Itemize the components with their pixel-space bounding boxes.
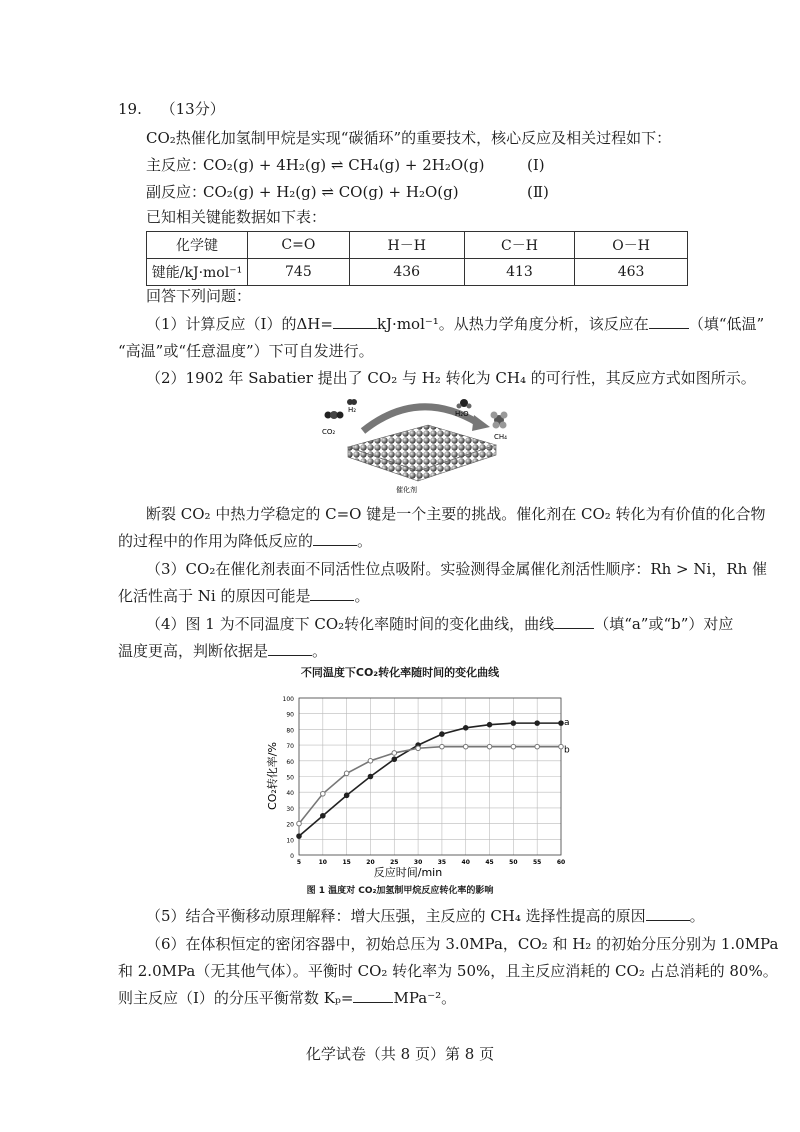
series-b-point: [321, 791, 326, 796]
q1-line1: [146, 314, 764, 334]
q1-text-a: （1）计算反应（I）的ΔH=: [146, 315, 333, 333]
y-tick-label: 0: [290, 853, 294, 860]
q3-line1: （3）CO₂在催化剂表面不同活性位点吸附。实验测得金属催化剂活性顺序：Rh > Ni，Rh 催: [146, 560, 768, 578]
table-cell: H－H: [349, 232, 464, 259]
chart-grid: [299, 698, 561, 855]
q4-text-end: 。: [312, 642, 328, 660]
y-tick-label: 70: [286, 743, 294, 751]
answer-blank[interactable]: [353, 988, 393, 1003]
h2o-label: H₂O: [455, 410, 469, 418]
co2-label: CO₂: [322, 428, 336, 436]
y-tick-label: 90: [286, 711, 294, 719]
table-cell: O－H: [575, 232, 688, 259]
series-a-point: [487, 722, 492, 727]
x-tick-label: 40: [461, 859, 470, 866]
table-cell: 463: [575, 259, 688, 286]
q3-text-b: 化活性高于 Ni 的原因可能是: [118, 587, 311, 605]
table-cell: C－H: [464, 232, 575, 259]
series-b-point: [344, 771, 349, 776]
table-cell: 413: [464, 259, 575, 286]
table-cell: 436: [349, 259, 464, 286]
series-a-point: [511, 721, 516, 726]
table-cell: C=O: [248, 232, 350, 259]
series-a-point: [297, 834, 302, 839]
x-tick-label: 45: [485, 859, 494, 866]
q6-text-c: 则主反应（I）的分压平衡常数 Kₚ=: [118, 989, 354, 1007]
h2o-molecule-icon: [457, 399, 472, 409]
answer-blank[interactable]: [649, 314, 689, 329]
table-cell: 745: [248, 259, 350, 286]
series-b-point: [297, 821, 302, 826]
answer-blank[interactable]: [313, 531, 357, 546]
series-a-point: [440, 732, 445, 737]
q2-line3: [118, 531, 372, 551]
question-header: [118, 99, 225, 119]
q5-text-end: 。: [689, 907, 705, 925]
main-reaction-equation: CO₂(g) + 4H₂(g) ⇌ CH₄(g) + 2H₂O(g): [203, 156, 485, 174]
series-b-point: [368, 759, 373, 764]
catalyst-figure: [318, 395, 518, 495]
q1-text-c: （填“低温”: [688, 315, 765, 333]
q3-line2: [118, 586, 369, 606]
series-a-point: [368, 774, 373, 779]
question-intro: CO₂热催化加氢制甲烷是实现“碳循环”的重要技术，核心反应及相关过程如下：: [146, 129, 672, 147]
series-a-point: [535, 721, 540, 726]
q4-line1: [146, 614, 733, 634]
chart-series: [297, 718, 570, 838]
x-tick-label: 30: [413, 859, 423, 866]
series-b-point: [535, 744, 540, 749]
series-b-line: [299, 747, 561, 824]
co2-molecule-icon: [325, 411, 344, 419]
x-tick-label: 20: [366, 859, 375, 866]
conversion-chart: [258, 690, 578, 882]
answer-blank[interactable]: [646, 906, 690, 921]
q2-line1: （2）1902 年 Sabatier 提出了 CO₂ 与 H₂ 转化为 CH₄ 的可行性，其反应方式如图所示。: [146, 369, 756, 387]
q2-line2: 断裂 CO₂ 中热力学稳定的 C=O 键是一个主要的挑战。催化剂在 CO₂ 转化为有价值的化合物: [146, 505, 766, 523]
side-reaction-tag: (Ⅱ): [527, 183, 549, 201]
table-cell: 键能/kJ·mol⁻¹: [147, 259, 248, 286]
y-tick-label: 80: [286, 727, 294, 735]
series-a-label: a: [564, 718, 570, 729]
answer-blank[interactable]: [268, 641, 312, 656]
h2-molecule-icon: [347, 399, 357, 405]
bond-energy-table: [146, 231, 688, 286]
x-ticks: [297, 859, 565, 866]
q2-text-end: 。: [357, 532, 373, 550]
q1-text-b: kJ·mol⁻¹。从热力学角度分析，该反应在: [376, 315, 649, 333]
series-b-point: [392, 751, 397, 756]
table-intro: 已知相关键能数据如下表：: [146, 208, 327, 226]
ch4-molecule-icon: [491, 412, 508, 429]
q5-line1: [146, 906, 705, 926]
table-cell: 化学键: [147, 232, 248, 259]
q6-line2: 和 2.0MPa（无其他气体）。平衡时 CO₂ 转化率为 50%，且主反应消耗的 CO₂ 占总消耗的 80%。: [118, 962, 778, 980]
answer-blank[interactable]: [333, 314, 377, 329]
side-reaction-equation: CO₂(g) + H₂(g) ⇌ CO(g) + H₂O(g): [203, 183, 459, 201]
x-axis-label: 反应时间/min: [373, 866, 443, 879]
x-tick-label: 60: [556, 859, 566, 866]
answer-blank[interactable]: [554, 614, 594, 629]
series-b-point: [463, 744, 468, 749]
series-b-point: [559, 744, 564, 749]
table-row: [147, 259, 688, 286]
q6-line1: （6）在体积恒定的密闭容器中，初始总压为 3.0MPa，CO₂ 和 H₂ 的初始分压分别为 1.0MPa: [146, 935, 779, 953]
q4-text-b: 温度更高，判断依据是: [118, 642, 269, 660]
x-tick-label: 55: [533, 859, 542, 866]
main-reaction-tag: (Ⅰ): [527, 156, 545, 174]
x-tick-label: 15: [342, 859, 351, 866]
y-ticks: [283, 696, 295, 860]
answer-blank[interactable]: [310, 586, 354, 601]
q3-text-end: 。: [354, 587, 370, 605]
q1-line2: “高温”或“任意温度”）下可自发进行。: [118, 342, 374, 360]
y-tick-label: 60: [286, 758, 294, 766]
q4-text-a: （4）图 1 为不同温度下 CO₂转化率随时间的变化曲线，曲线: [146, 615, 555, 633]
answer-prompt: 回答下列问题：: [146, 287, 252, 305]
y-tick-label: 10: [286, 837, 294, 845]
series-a-point: [559, 721, 564, 726]
main-reaction-label: 主反应：: [146, 156, 207, 174]
page-footer: 化学试卷（共 8 页）第 8 页: [305, 1045, 495, 1063]
series-b-point: [440, 744, 445, 749]
series-b-point: [511, 744, 516, 749]
series-a-point: [344, 793, 349, 798]
series-a-point: [463, 726, 468, 731]
x-tick-label: 50: [509, 859, 518, 866]
q5-text-a: （5）结合平衡移动原理解释：增大压强，主反应的 CH₄ 选择性提高的原因: [146, 907, 646, 925]
question-points: （13分）: [160, 100, 225, 118]
catalyst-label: 催化剂: [396, 486, 417, 494]
y-tick-label: 30: [286, 805, 294, 813]
y-tick-label: 40: [286, 790, 294, 798]
ch4-label: CH₄: [494, 433, 507, 441]
arrow-head-icon: [472, 415, 490, 431]
series-b-point: [416, 746, 421, 751]
q2-text-c: 的过程中的作用为降低反应的: [118, 532, 314, 550]
y-axis-label: CO₂转化率/%: [266, 742, 279, 810]
series-a-point: [392, 757, 397, 762]
x-tick-label: 10: [318, 859, 327, 866]
question-number: 19.: [118, 100, 142, 118]
x-tick-label: 25: [390, 859, 399, 866]
q6-text-end: MPa⁻²。: [393, 989, 457, 1007]
chart-title: 不同温度下CO₂转化率随时间的变化曲线: [300, 666, 500, 679]
table-row: [147, 232, 688, 259]
y-tick-label: 50: [286, 774, 294, 782]
series-b-label: b: [564, 745, 570, 756]
series-a-point: [321, 813, 326, 818]
x-tick-label: 35: [437, 859, 447, 866]
h2-label: H₂: [348, 406, 357, 414]
q4-line2: [118, 641, 327, 661]
q6-line3: [118, 988, 456, 1008]
x-tick-label: 5: [296, 859, 302, 866]
series-b-point: [487, 744, 492, 749]
y-tick-label: 100: [282, 696, 294, 703]
side-reaction-label: 副反应：: [146, 183, 207, 201]
chart-caption: 图 1 温度对 CO₂加氢制甲烷反应转化率的影响: [306, 886, 494, 896]
q4-text-a2: （填“a”或“b”）对应: [594, 615, 734, 633]
y-tick-label: 20: [286, 821, 294, 829]
